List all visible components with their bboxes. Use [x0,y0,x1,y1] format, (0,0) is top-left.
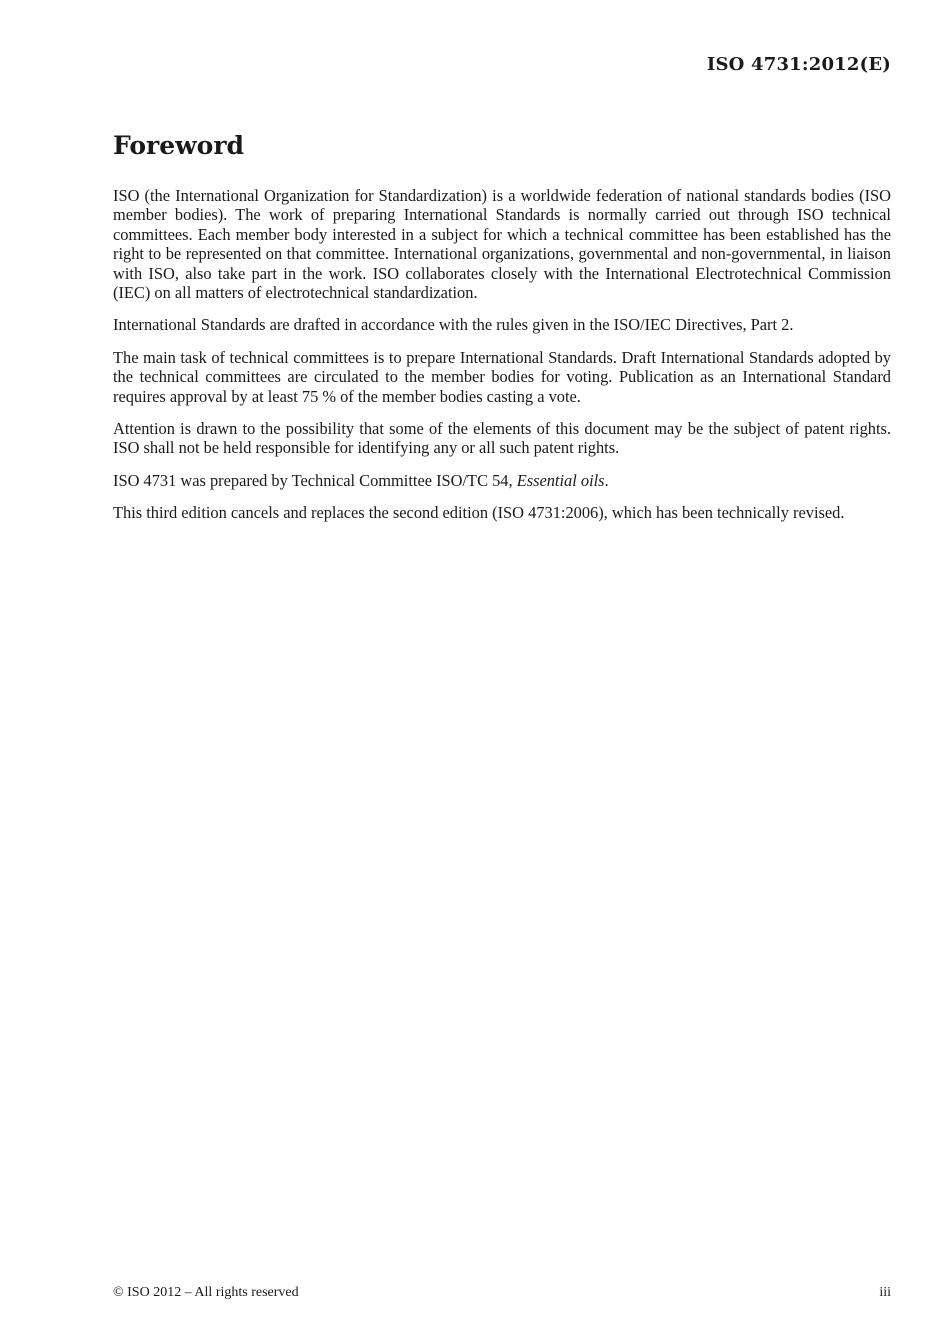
committee-name: Essential oils [516,470,605,490]
paragraph-edition-note: This third edition cancels and replaces the second edition (ISO 4731:2006), which has been technically revised. [113,503,845,523]
page-number: iii [879,1285,891,1300]
prepared-by-suffix: . [604,470,609,490]
paragraph-patent-rights: Attention is drawn to the possibility that some of the elements of this document may be the subject of patent rights. ISO shall not be held responsible for identifying any or all such patent rights. [113,419,891,458]
paragraph-iso-overview: ISO (the International Organization for Standardization) is a worldwide federation of national standards bodies (ISO member bodies). The work of preparing International Standards is normally carried out through ISO technical committees. Each member body interested in a subject for which a technical committee has been established has the right to be represented on that committee. International organizations, governmental and non-governmental, in liaison with ISO, also take part in the work. ISO collaborates closely with the International Electrotechnical Commission (IEC) on all matters of electrotechnical standardization. [113,186,891,303]
paragraph-prepared-by [113,471,891,490]
prepared-by-prefix: ISO 4731 was prepared by Technical Committee ISO/TC 54, [113,470,517,490]
paragraph-directives: International Standards are drafted in accordance with the rules given in the ISO/IEC Directives, Part 2. [113,315,794,335]
foreword-body [113,186,891,536]
copyright-notice: © ISO 2012 – All rights reserved [113,1285,299,1300]
paragraph-committees-task: The main task of technical committees is to prepare International Standards. Draft International Standards adopted by the technical committees are circulated to the member bodies for voting. Publication as an International Standard requires approval by at least 75 % of the member bodies casting a vote. [113,347,891,406]
document-code: ISO 4731:2012(E) [706,54,891,75]
page-title: Foreword [113,131,244,160]
